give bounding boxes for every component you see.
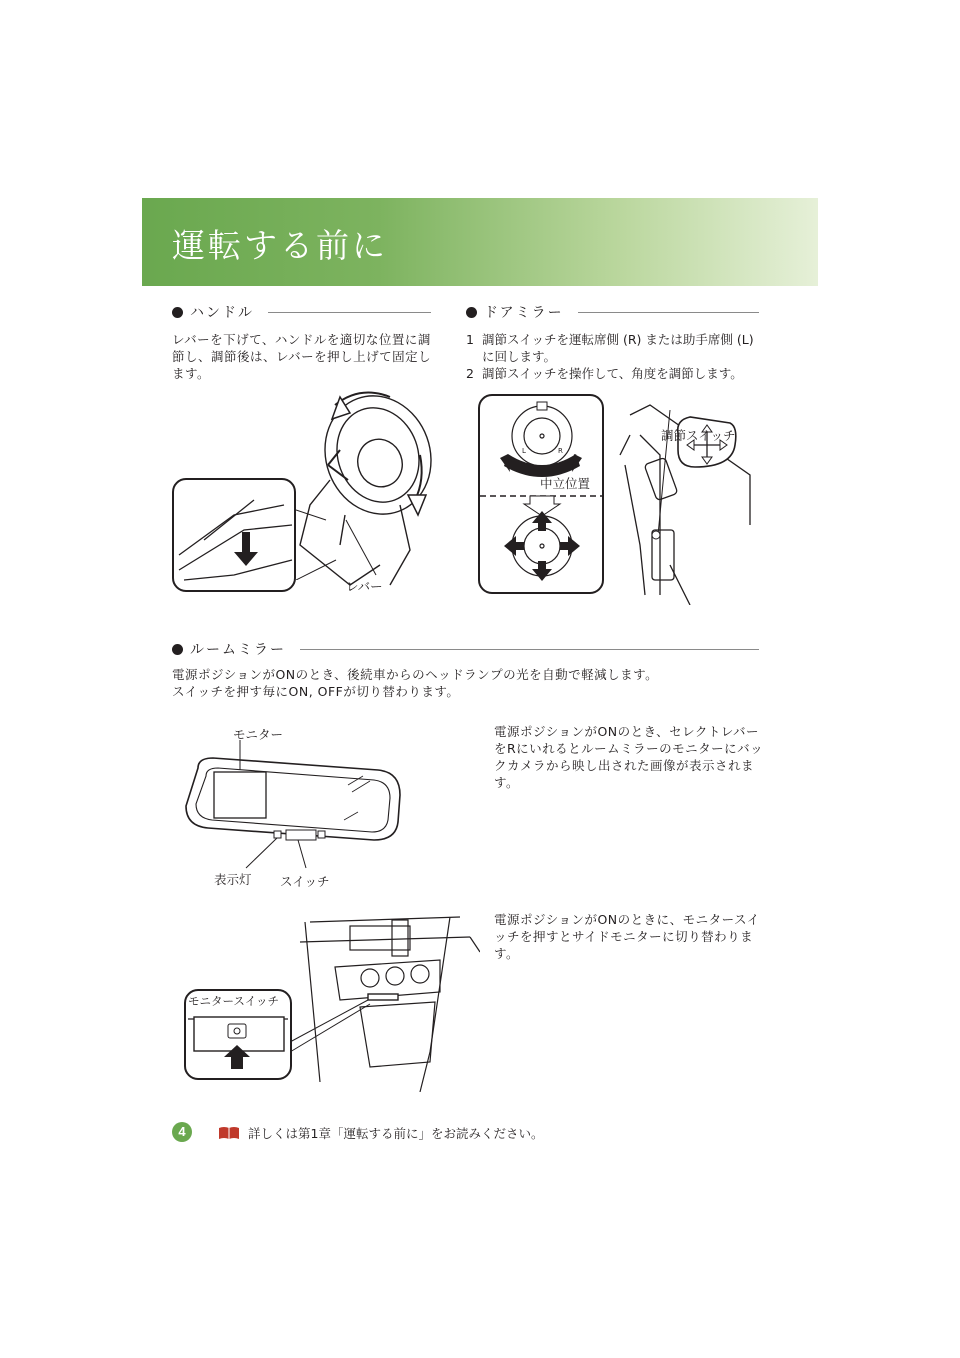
step-number: 1 [466, 332, 474, 347]
step-text: 調節スイッチを操作して、角度を調節します。 [482, 366, 743, 381]
bullet-icon [172, 644, 183, 655]
callout-switch: スイッチ [280, 874, 330, 889]
lever-closeup-illustration [174, 480, 294, 590]
bullet-icon [466, 307, 477, 318]
door-mirror-steps [466, 331, 766, 382]
footnote-text: 詳しくは第1章「運転する前に」をお読みください。 [248, 1126, 544, 1141]
mirror-switch-inset-frame [478, 394, 604, 594]
page-number: 4 [172, 1122, 192, 1142]
bullet-icon [172, 307, 183, 318]
knob-letter-r: R [558, 447, 563, 455]
knob-letter-l: L [522, 447, 526, 455]
handle-description: レバーを下げて、ハンドルを適切な位置に調節し、調節後は、レバーを押し上げて固定します。 [172, 332, 432, 381]
callout-neutral-position: 中立位置 [540, 476, 591, 491]
heading-rule [268, 312, 431, 313]
section-heading-label: ルームミラー [190, 642, 286, 658]
room-mirror-description-line1: 電源ポジションがONのとき、後続車からのヘッドランプの光を自動で軽減します。 [172, 667, 659, 682]
section-heading-handle [172, 302, 431, 322]
room-mirror-description-line2: スイッチを押す毎にON, OFFが切り替わります。 [172, 684, 460, 699]
lever-inset-frame [172, 478, 296, 592]
step-text: 調節スイッチを運転席側 (R) または助手席側 (L) に回します。 [482, 332, 754, 364]
callout-monitor-switch: モニタースイッチ [188, 994, 279, 1008]
heading-rule [578, 312, 759, 313]
callout-adjust-switch: 調節スイッチ [661, 428, 736, 443]
mirror-switch-diagram [480, 396, 602, 592]
room-mirror-monitor-text: 電源ポジションがONのとき、セレクトレバーをRにいれるとルームミラーのモニターにバックカメラから映し出された画像が表示されます。 [494, 724, 764, 790]
section-heading-label: ハンドル [190, 305, 254, 321]
section-heading-door-mirror [466, 302, 759, 322]
callout-indicator-lamp: 表示灯 [214, 872, 252, 887]
heading-rule [300, 649, 759, 650]
callout-monitor: モニター [233, 727, 284, 742]
section-heading-room-mirror [172, 639, 759, 659]
footnote [218, 1124, 543, 1142]
step-item [466, 331, 766, 365]
step-item [466, 365, 766, 382]
book-icon [218, 1125, 240, 1141]
center-console-illustration [280, 912, 480, 1092]
lever-leader-lines [296, 480, 396, 580]
side-monitor-text: 電源ポジションがONのときに、モニタースイッチを押すとサイドモニターに切り替わります。 [494, 912, 760, 961]
room-mirror-illustration [178, 740, 408, 890]
page-title: 運転する前に [172, 226, 388, 265]
section-heading-label: ドアミラー [484, 305, 564, 321]
step-number: 2 [466, 366, 474, 381]
callout-lever: レバー [346, 579, 383, 594]
title-banner [142, 198, 818, 286]
